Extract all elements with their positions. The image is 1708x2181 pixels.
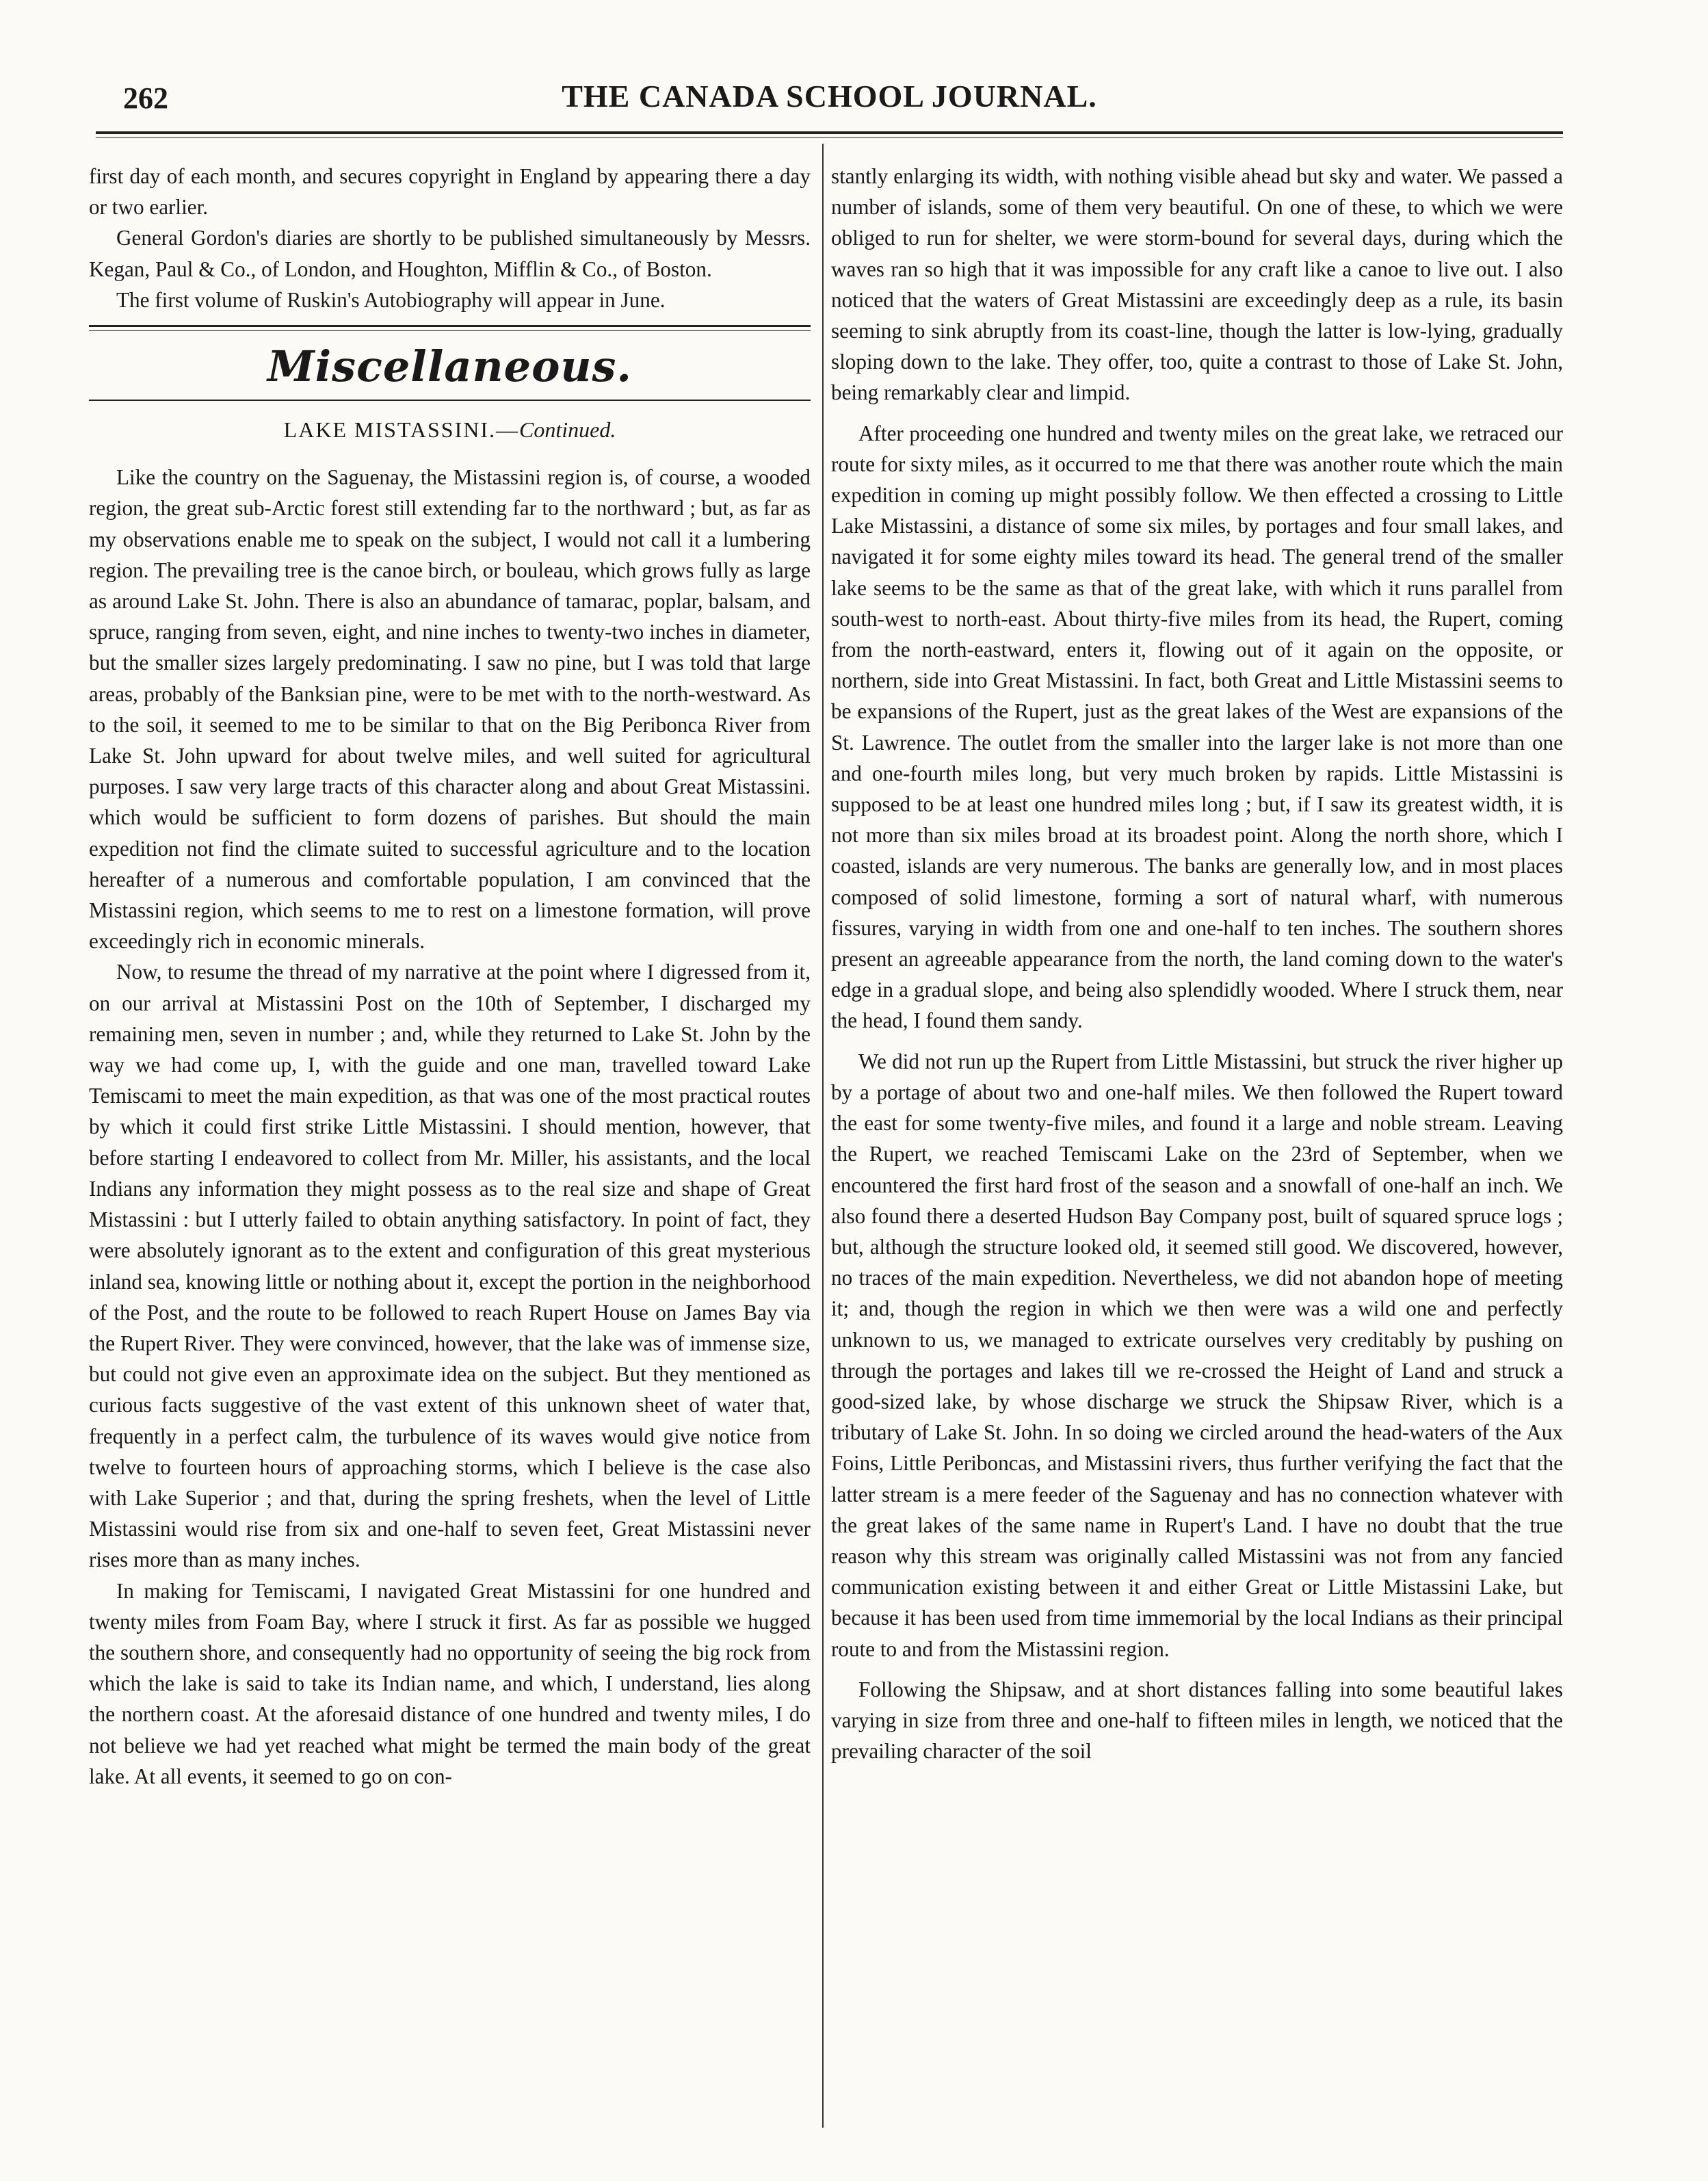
article-title	[89, 415, 811, 445]
article-title-continued: Continued.	[519, 417, 616, 443]
news-paragraph-2: General Gordon's diaries are shortly to be published simultaneously by Messrs. Kegan, Paul & Co., of London, and Houghton, Mifflin & Co., of Boston.	[89, 226, 811, 281]
section-rule-thin	[89, 330, 811, 331]
left-column	[89, 161, 811, 1792]
page-header	[96, 68, 1563, 123]
header-rule-thick	[96, 131, 1563, 134]
article-paragraph: We did not run up the Rupert from Little Mistassini, but struck the river higher up by a portage of about two and one-half miles. We then followed the Rupert toward the east for some twenty-five miles, and found it a large and noble stream. Leaving the Rupert, we reached Temiscami Lake on the 23rd of September, when we encountered the first hard frost of the season and a snowfall of one-half an inch. We also found there a deserted Hudson Bay Company post, built of squared spruce logs ; but, although the structure looked old, it seemed still good. We discovered, however, no traces of the main expedition. Nevertheless, we did not abandon hope of meeting it; and, though the region in which we then were was a wild one and perfectly unknown to us, we managed to extricate ourselves very creditably by pushing on through the portages and lakes till we re-crossed the Height of Land and struck a good-sized lake, by whose discharge we struck the Shipsaw River, which is a tributary of Lake St. John. In so doing we circled around the head-waters of the Aux Foins, Little Periboncas, and Mistassini rivers, thus further verifying the fact that the latter stream is a mere feeder of the Saguenay and has no connection whatever with the great lakes of the same name in Rupert's Land. I have no doubt that the true reason why this stream was originally called Mistassini was not from any fancied communication existing between it and either Great or Little Mistassini Lake, but because it has been used from time immemorial by the local Indians as their principal route to and from the Mistassini region.	[831, 1049, 1563, 1661]
section-heading: Miscellaneous.	[267, 341, 632, 392]
header-rule-thin	[96, 137, 1563, 138]
section-rule-thick	[89, 325, 811, 327]
journal-title: THE CANADA SCHOOL JOURNAL.	[562, 79, 1097, 114]
article-paragraph: stantly enlarging its width, with nothing visible ahead but sky and water. We passed a number of islands, some of them very beautiful. On one of these, to which we were obliged to run for shelter, we were storm-bound for several days, during which the waves ran so high that it was impossible for any craft like a canoe to live out. I also noticed that the waters of Great Mistassini are exceedingly deep as a rule, its basin seeming to sink abruptly from its coast-line, though the latter is low-lying, gradually sloping down to the lake. They offer, too, quite a contrast to those of Lake St. John, being remarkably clear and limpid.	[831, 164, 1563, 405]
article-paragraph: Now, to resume the thread of my narrative at the point where I digressed from it, on our arrival at Mistassini Post on the 10th of September, I discharged my remaining men, seven in number ; and, while they returned to Lake St. John by the way we had come up, I, with the guide and one man, travelled toward Lake Temiscami to meet the main expedition, as that was one of the most practical routes by which it could first strike Little Mistassini. I should mention, however, that before starting I endeavored to collect from Mr. Miller, his assistants, and the local Indians any information they might possess as to the real size and shape of Great Mistassini : but I utterly failed to obtain anything satisfactory. In point of fact, they were absolutely ignorant as to the extent and configuration of this great mysterious inland sea, knowing little or nothing about it, except the portion in the neighborhood of the Post, and the route to be followed to reach Rupert House on James Bay via the Rupert River. They were convinced, however, that the lake was of immense size, but could not give even an approximate idea on the subject. But they mentioned as curious facts suggestive of the vast extent of this unknown sheet of water that, frequently in a perfect calm, the turbulence of its waves would give notice from twelve to fourteen hours of approaching storms, which I believe is the case also with Lake Superior ; and that, during the spring freshets, when the level of Little Mistassini would rise from six and one-half to seven feet, Great Mistassini never rises more than as many inches.	[89, 960, 811, 1572]
article-title-text: LAKE MISTASSINI.—	[283, 417, 519, 443]
right-column	[831, 161, 1563, 1766]
news-paragraph-1: first day of each month, and secures copyright in England by appearing there a day or two earlier.	[89, 164, 811, 220]
news-paragraph-3: The first volume of Ruskin's Autobiography will appear in June.	[116, 287, 666, 312]
article-paragraph: After proceeding one hundred and twenty miles on the great lake, we retraced our route for sixty miles, as it occurred to me that there was another route which the main expedition in coming up might possibly follow. We then effected a crossing to Little Lake Mistassini, a distance of some six miles, by portages and four small lakes, and navigated it for some eighty miles toward its head. The general trend of the smaller lake seems to be the same as that of the great lake, with which it runs parallel from south-west to north-east. About thirty-five miles from its head, the Rupert, coming from the north-eastward, enters it, flowing out of it again on the opposite, or northern, side into Great Mistassini. In fact, both Great and Little Mistassini seems to be expansions of the Rupert, just as the great lakes of the West are expansions of the St. Lawrence. The outlet from the smaller into the larger lake is not more than one and one-fourth miles long, but very much broken by rapids. Little Mistassini is supposed to be at least one hundred miles long ; but, if I saw its greatest width, it is not more than six miles broad at its broadest point. Along the north shore, which I coasted, islands are very numerous. The banks are generally low, and in most places composed of solid limestone, forming a sort of natural wharf, with numerous fissures, varying in width from one and one-half to ten inches. The southern shores present an agreeable appearance from the north, the land coming down to the water's edge in a gradual slope, and being also splendidly wooded. Where I struck them, near the head, I found them sandy.	[831, 421, 1563, 1033]
section-heading-rule	[89, 400, 811, 401]
article-paragraph: In making for Temiscami, I navigated Great Mistassini for one hundred and twenty miles from Foam Bay, where I struck it first. As far as possible we hugged the southern shore, and consequently had no opportunity of seeing the big rock from which the lake is said to take its Indian name, and which, I understand, lies along the northern coast. At the aforesaid distance of one hundred and twenty miles, I do not believe we had yet reached what might be termed the main body of the great lake. At all events, it seemed to go on con-	[89, 1578, 811, 1788]
article-paragraph: Like the country on the Saguenay, the Mistassini region is, of course, a wooded region, the great sub-Arctic forest still extending far to the northward ; but, as far as my observations enable me to speak on the subject, I would not call it a lumbering region. The prevailing tree is the canoe birch, or bouleau, which grows fully as large as around Lake St. John. There is also an abundance of tamarac, poplar, balsam, and spruce, ranging from seven, eight, and nine inches to twenty-two inches in diameter, but the smaller sizes largely predominating. I saw no pine, but I was told that large areas, probably of the Banksian pine, were to be met with to the north-westward. As to the soil, it seemed to me to be similar to that on the Big Peribonca River from Lake St. John upward for about twelve miles, and well suited for agricultural purposes. I saw very large tracts of this character along and about Great Mistassini. which would be sufficient to form dozens of parishes. But should the main expedition not find the climate suited to successful agriculture and to the location hereafter of a numerous and comfortable population, I am convinced that the Mistassini region, which seems to me to rest on a limestone formation, will prove exceedingly rich in economic minerals.	[89, 465, 811, 954]
article-paragraph: Following the Shipsaw, and at short distances falling into some beautiful lakes varying in size from three and one-half to fifteen miles in length, we noticed that the prevailing character of the soil	[831, 1677, 1563, 1764]
column-divider	[822, 144, 824, 2128]
page-number: 262	[123, 81, 168, 115]
